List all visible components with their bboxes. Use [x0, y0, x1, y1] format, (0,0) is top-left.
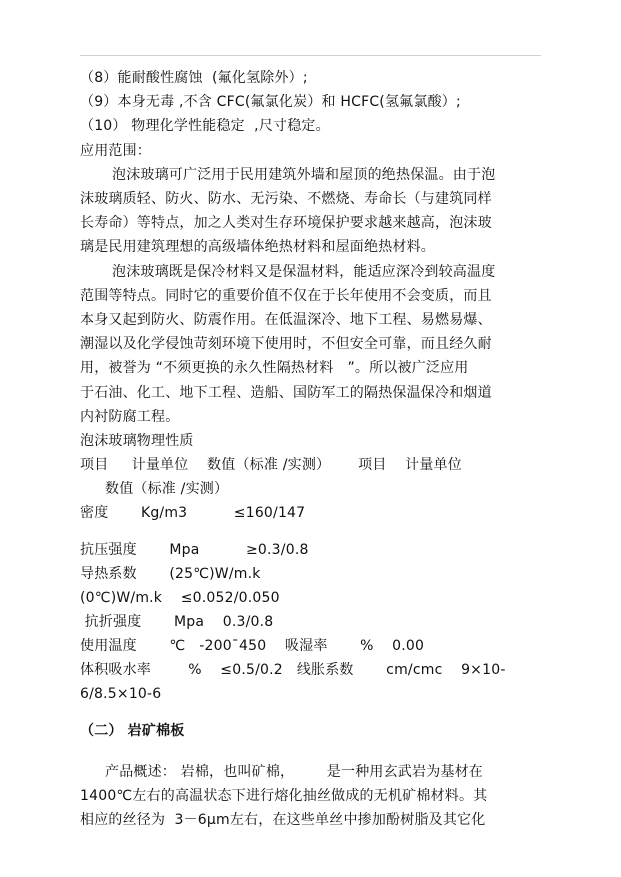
table-row-water-absorption-cont: 6/8.5×10-6	[80, 686, 162, 702]
property-item-10: （10） 物理化学性能稳定 ,尺寸稳定。	[80, 118, 330, 134]
paragraph-line: 于石油、化工、地下工程、造船、国防军工的隔热保温保冷和烟道	[80, 385, 492, 401]
paragraph-line: 长寿命）等特点，加之人类对生存环境保护要求越来越高，泡沫玻	[80, 215, 492, 231]
page-top-rule	[80, 55, 541, 56]
paragraph-line: 潮湿以及化学侵蚀苛刻环境下使用时，不但安全可靠，而且经久耐	[80, 336, 492, 352]
paragraph-line: 沫玻璃质轻、防火、防水、无污染、不燃烧、寿命长（与建筑同样	[80, 191, 492, 207]
paragraph-line: 相应的丝径为 3－6μm左右，在这些单丝中掺加酚树脂及其它化	[80, 812, 486, 828]
table-row-service-temperature: 使用温度 ℃ -200¯450 吸湿率 % 0.00	[80, 638, 425, 654]
paragraph-line: 本身又起到防火、防震作用。在低温深冷、地下工程、易燃易爆、	[80, 312, 492, 328]
paragraph-line: 泡沫玻璃可广泛用于民用建筑外墙和屋顶的绝热保温。由于泡	[112, 167, 496, 183]
table-row-water-absorption: 体积吸水率 % ≤0.5/0.2 线胀系数 cm/cmc 9×10-	[80, 662, 506, 678]
paragraph-line: 1400℃左右的高温状态下进行熔化抽丝做成的无机矿棉材料。其	[80, 788, 488, 804]
table-row-thermal-conductivity: 导热系数 (25℃)W/m.k	[80, 566, 261, 582]
table-row-density: 密度 Kg/m3 ≤160/147	[80, 505, 306, 521]
paragraph-line: 用，被誉为 “不须更换的永久性隔热材料 ”。所以被广泛应用	[80, 360, 469, 376]
paragraph-line: 产品概述： 岩棉，也叫矿棉， 是一种用玄武岩为基材在	[105, 764, 483, 780]
table-row-compressive-strength: 抗压强度 Mpa ≥0.3/0.8	[80, 542, 309, 558]
table-row-thermal-conductivity-cont: (0℃)W/m.k ≤0.052/0.050	[80, 590, 280, 606]
table-row-flexural-strength: 抗折强度 Mpa 0.3/0.8	[80, 614, 274, 630]
table-header-row: 项目 计量单位 数值（标准 /实测） 项目 计量单位	[80, 457, 462, 473]
properties-heading: 泡沫玻璃物理性质	[80, 433, 194, 449]
paragraph-line: 内衬防腐工程。	[80, 409, 180, 425]
paragraph-line: 璃是民用建筑理想的高级墙体绝热材料和屋面绝热材料。	[80, 239, 435, 255]
application-heading: 应用范围：	[80, 143, 151, 159]
section-heading-rock-wool: （二） 岩矿棉板	[80, 723, 185, 739]
table-header-row-cont: 数值（标准 /实测）	[105, 481, 229, 497]
property-item-9: （9）本身无毒 ,不含 CFC(氟氯化炭）和 HCFC(氢氟氯酸）;	[80, 94, 461, 110]
paragraph-line: 泡沫玻璃既是保冷材料又是保温材料，能适应深冷到较高温度	[112, 264, 496, 280]
paragraph-line: 范围等特点。同时它的重要价值不仅在于长年使用不会变质，而且	[80, 288, 492, 304]
property-item-8: （8）能耐酸性腐蚀 (氟化氢除外）;	[80, 70, 308, 86]
